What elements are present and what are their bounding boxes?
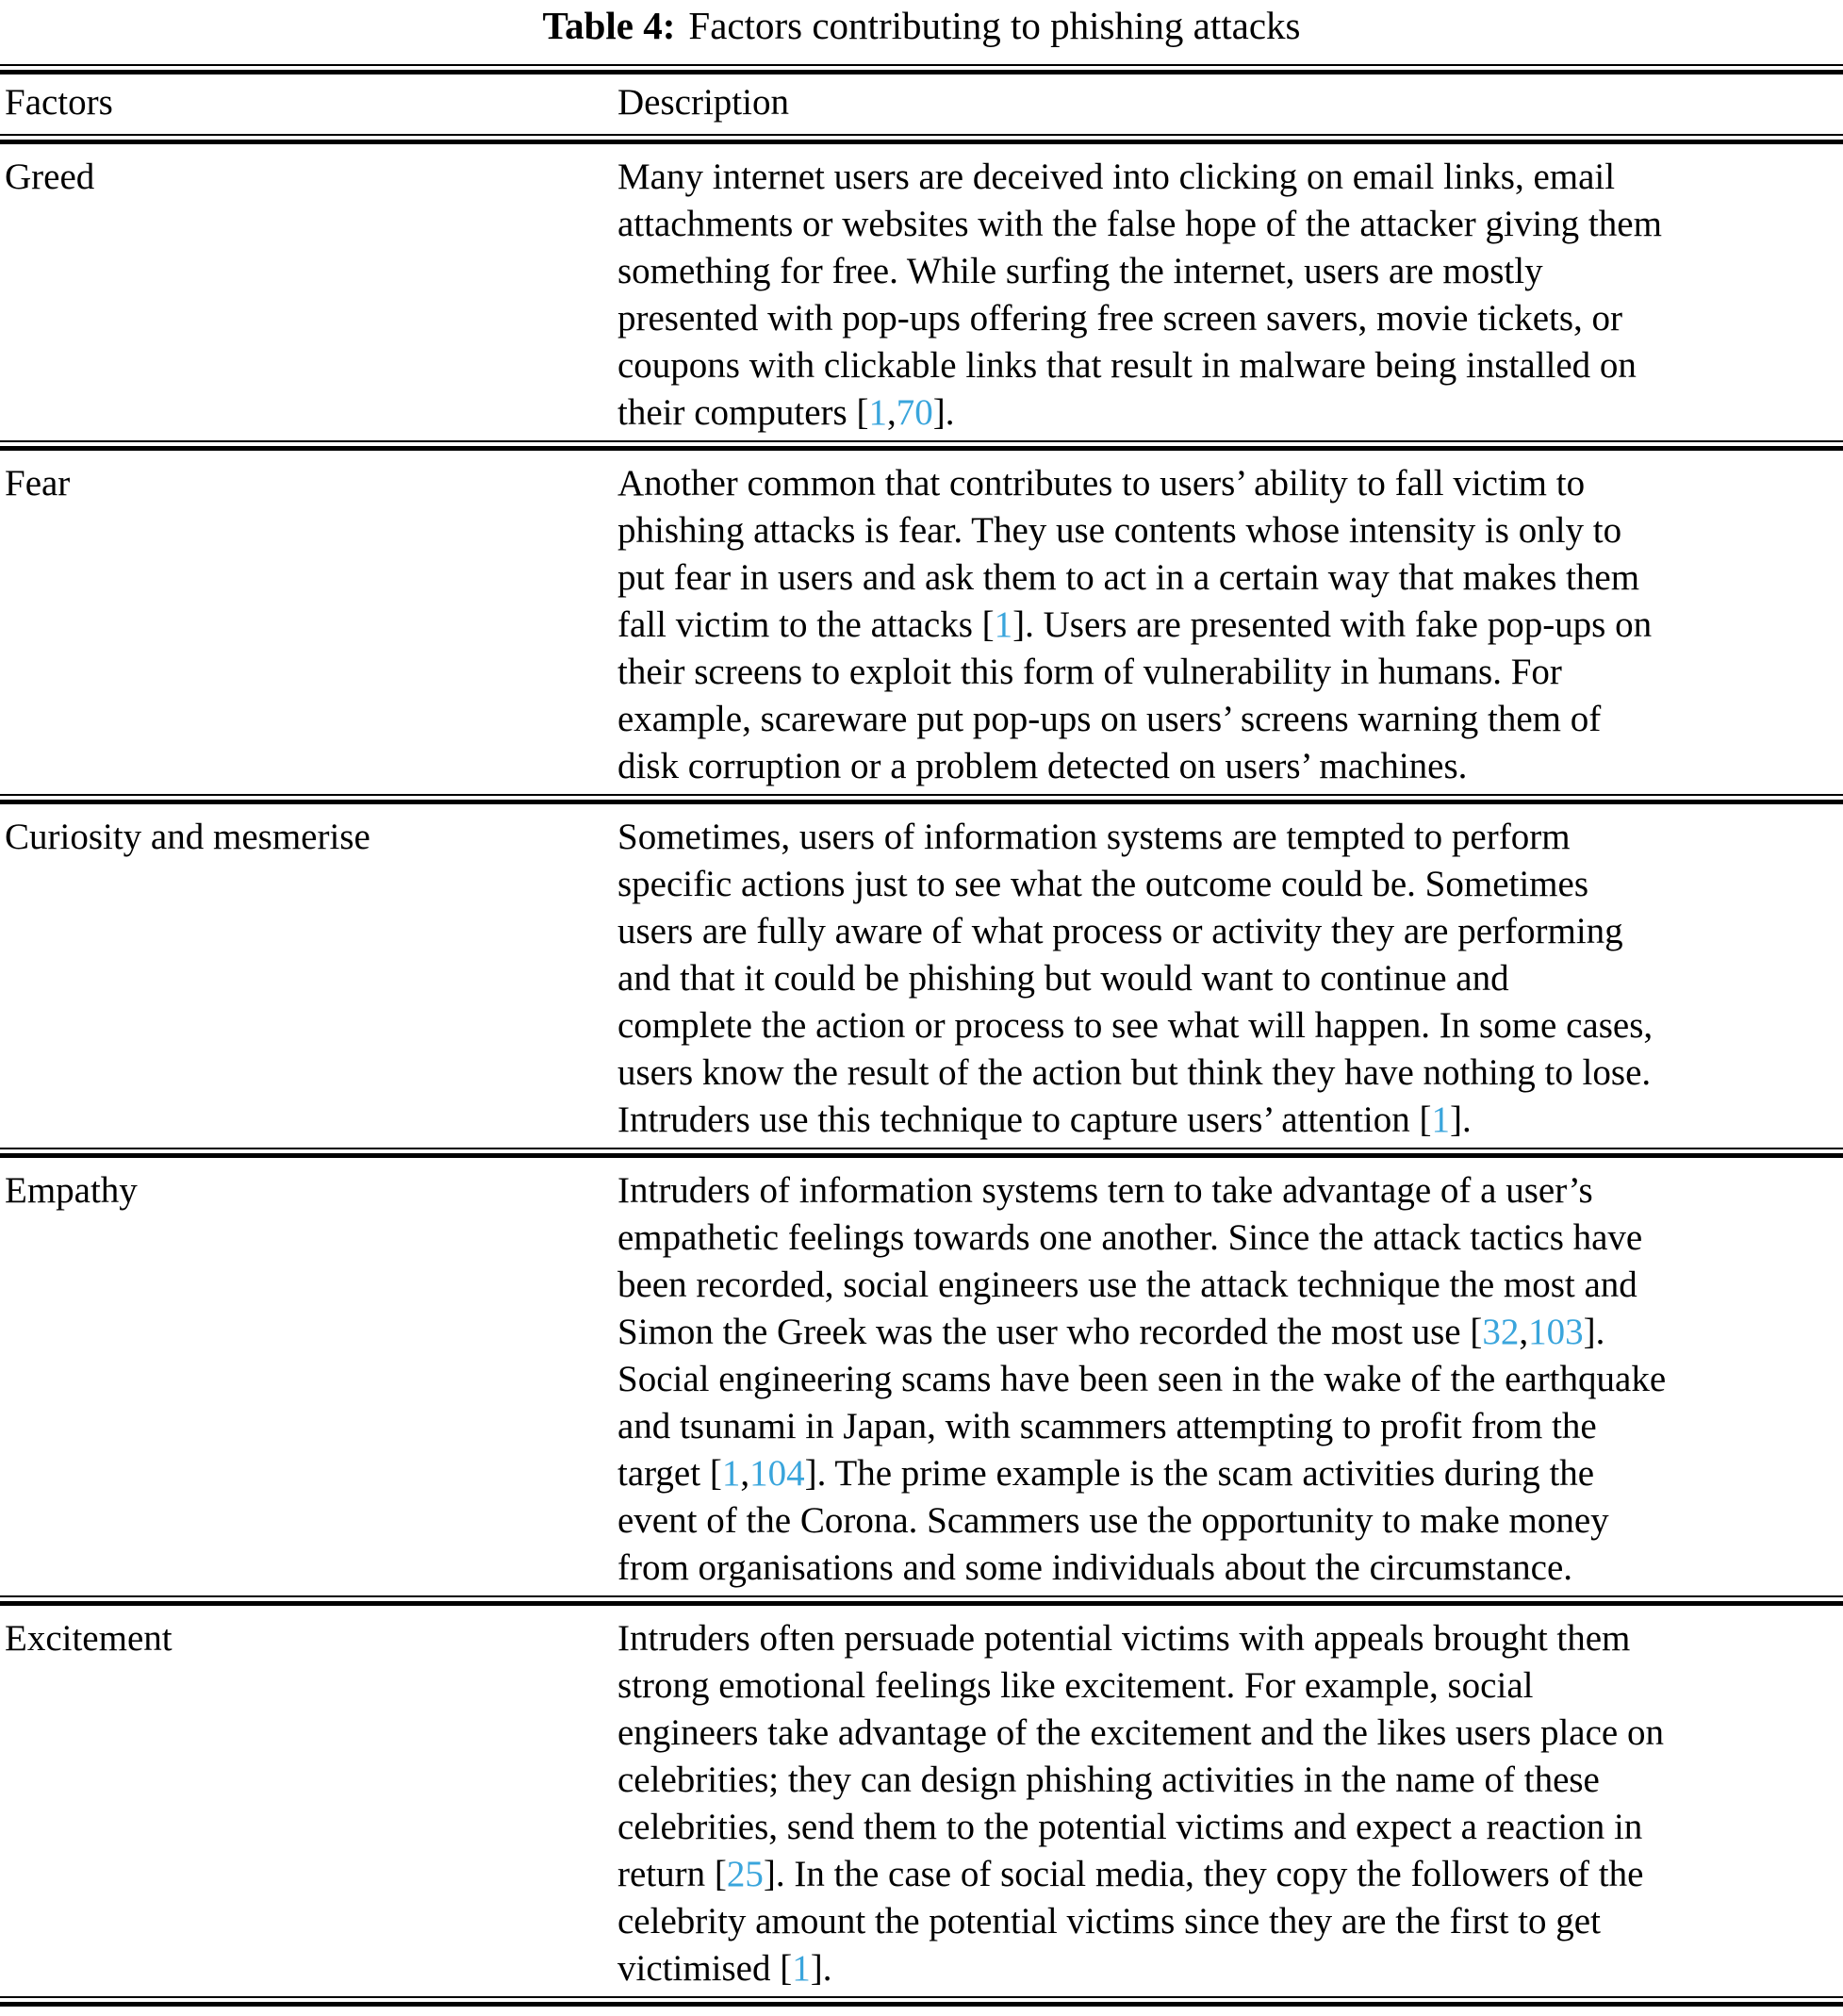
description-line: attachments or websites with the false hope of the attacker giving them (617, 204, 1662, 244)
description-line: users are fully aware of what process or activity they are performing (617, 911, 1623, 951)
description-line: Social engineering scams have been seen in the wake of the earthquake (617, 1359, 1667, 1399)
description-line: presented with pop-ups offering free screen savers, movie tickets, or (617, 298, 1623, 339)
factor-cell: Fear (5, 463, 71, 504)
description-line: complete the action or process to see what will happen. In some cases, (617, 1005, 1654, 1046)
table-header-row (0, 74, 1843, 134)
description-cell (617, 154, 1843, 437)
description-line: from organisations and some individuals about the circumstance. (617, 1547, 1573, 1588)
factor-cell: Empathy (5, 1170, 138, 1211)
description-line: phishing attacks is fear. They use contents whose intensity is only to (617, 510, 1622, 551)
table-header-rule (0, 134, 1843, 144)
table-caption (0, 0, 1843, 47)
citation-link[interactable]: 1 (1431, 1099, 1451, 1140)
description-column-header: Description (617, 82, 789, 123)
citation-link[interactable]: 70 (896, 392, 933, 433)
description-line: disk corruption or a problem detected on users’ machines. (617, 746, 1468, 786)
description-line: engineers take advantage of the excitement and the likes users place on (617, 1712, 1664, 1753)
table-rule (0, 794, 1843, 804)
table-rule (0, 1595, 1843, 1606)
description-line: Intruders use this technique to capture users’ attention [1]. (617, 1099, 1472, 1140)
description-line: Simon the Greek was the user who recorded the most use [32,103]. (617, 1312, 1605, 1352)
description-line: been recorded, social engineers use the attack technique the most and (617, 1264, 1637, 1305)
description-line: something for free. While surfing the internet, users are mostly (617, 251, 1543, 291)
description-cell (617, 460, 1843, 790)
description-line: celebrities, send them to the potential victims and expect a reaction in (617, 1807, 1643, 1847)
description-line: event of the Corona. Scammers use the opportunity to make money (617, 1500, 1609, 1541)
description-line: specific actions just to see what the outcome could be. Sometimes (617, 864, 1588, 904)
citation-link[interactable]: 103 (1528, 1312, 1584, 1352)
description-line: their computers [1,70]. (617, 392, 955, 433)
factors-column-header: Factors (5, 82, 113, 123)
citation-link[interactable]: 1 (721, 1453, 741, 1494)
table-row (0, 1606, 1843, 1996)
description-line: users know the result of the action but think they have nothing to lose. (617, 1052, 1652, 1093)
description-line: celebrities; they can design phishing activities in the name of these (617, 1760, 1600, 1800)
description-line: their screens to exploit this form of vulnerability in humans. For (617, 652, 1562, 692)
description-line: celebrity amount the potential victims since they are the first to get (617, 1901, 1601, 1942)
table-top-rule (0, 64, 1843, 74)
table-row (0, 1158, 1843, 1595)
table-body (0, 144, 1843, 2007)
table-row (0, 144, 1843, 440)
description-line: and tsunami in Japan, with scammers attempting to profit from the (617, 1406, 1597, 1446)
description-line: strong emotional feelings like excitement. For example, social (617, 1665, 1534, 1706)
description-cell (617, 1615, 1843, 1992)
factor-cell: Curiosity and mesmerise (5, 817, 370, 857)
table-row (0, 451, 1843, 794)
citation-link[interactable]: 1 (792, 1948, 811, 1989)
factor-cell: Greed (5, 157, 95, 197)
description-line: victimised [1]. (617, 1948, 832, 1989)
table-rule (0, 1148, 1843, 1158)
description-line: Sometimes, users of information systems are tempted to perform (617, 817, 1571, 857)
description-line: Intruders of information systems tern to take advantage of a user’s (617, 1170, 1593, 1211)
citation-link[interactable]: 32 (1482, 1312, 1520, 1352)
citation-link[interactable]: 1 (868, 392, 887, 433)
table-caption-label: Table 4: (542, 4, 676, 47)
description-line: Another common that contributes to users’ ability to fall victim to (617, 463, 1586, 504)
description-line: coupons with clickable links that result in malware being installed on (617, 345, 1637, 386)
table-rule (0, 1996, 1843, 2007)
description-line: and that it could be phishing but would want to continue and (617, 958, 1509, 999)
description-line: Intruders often persuade potential victims with appeals brought them (617, 1618, 1631, 1659)
description-line: empathetic feelings towards one another. Since the attack tactics have (617, 1217, 1643, 1258)
description-line: example, scareware put pop-ups on users’ screens warning them of (617, 699, 1602, 739)
citation-link[interactable]: 25 (726, 1854, 764, 1894)
description-line: return [25]. In the case of social media, they copy the followers of the (617, 1854, 1644, 1894)
description-cell (617, 814, 1843, 1144)
description-line: Many internet users are deceived into clicking on email links, email (617, 157, 1616, 197)
table-rule (0, 440, 1843, 451)
citation-link[interactable]: 1 (994, 604, 1013, 645)
description-cell (617, 1167, 1843, 1592)
citation-link[interactable]: 104 (749, 1453, 805, 1494)
description-line: put fear in users and ask them to act in a certain way that makes them (617, 557, 1640, 598)
description-line: fall victim to the attacks [1]. Users are presented with fake pop-ups on (617, 604, 1653, 645)
table-row (0, 804, 1843, 1148)
table-caption-text: Factors contributing to phishing attacks (688, 4, 1301, 47)
description-line: target [1,104]. The prime example is the scam activities during the (617, 1453, 1595, 1494)
table (0, 64, 1843, 2007)
factor-cell: Excitement (5, 1618, 173, 1659)
